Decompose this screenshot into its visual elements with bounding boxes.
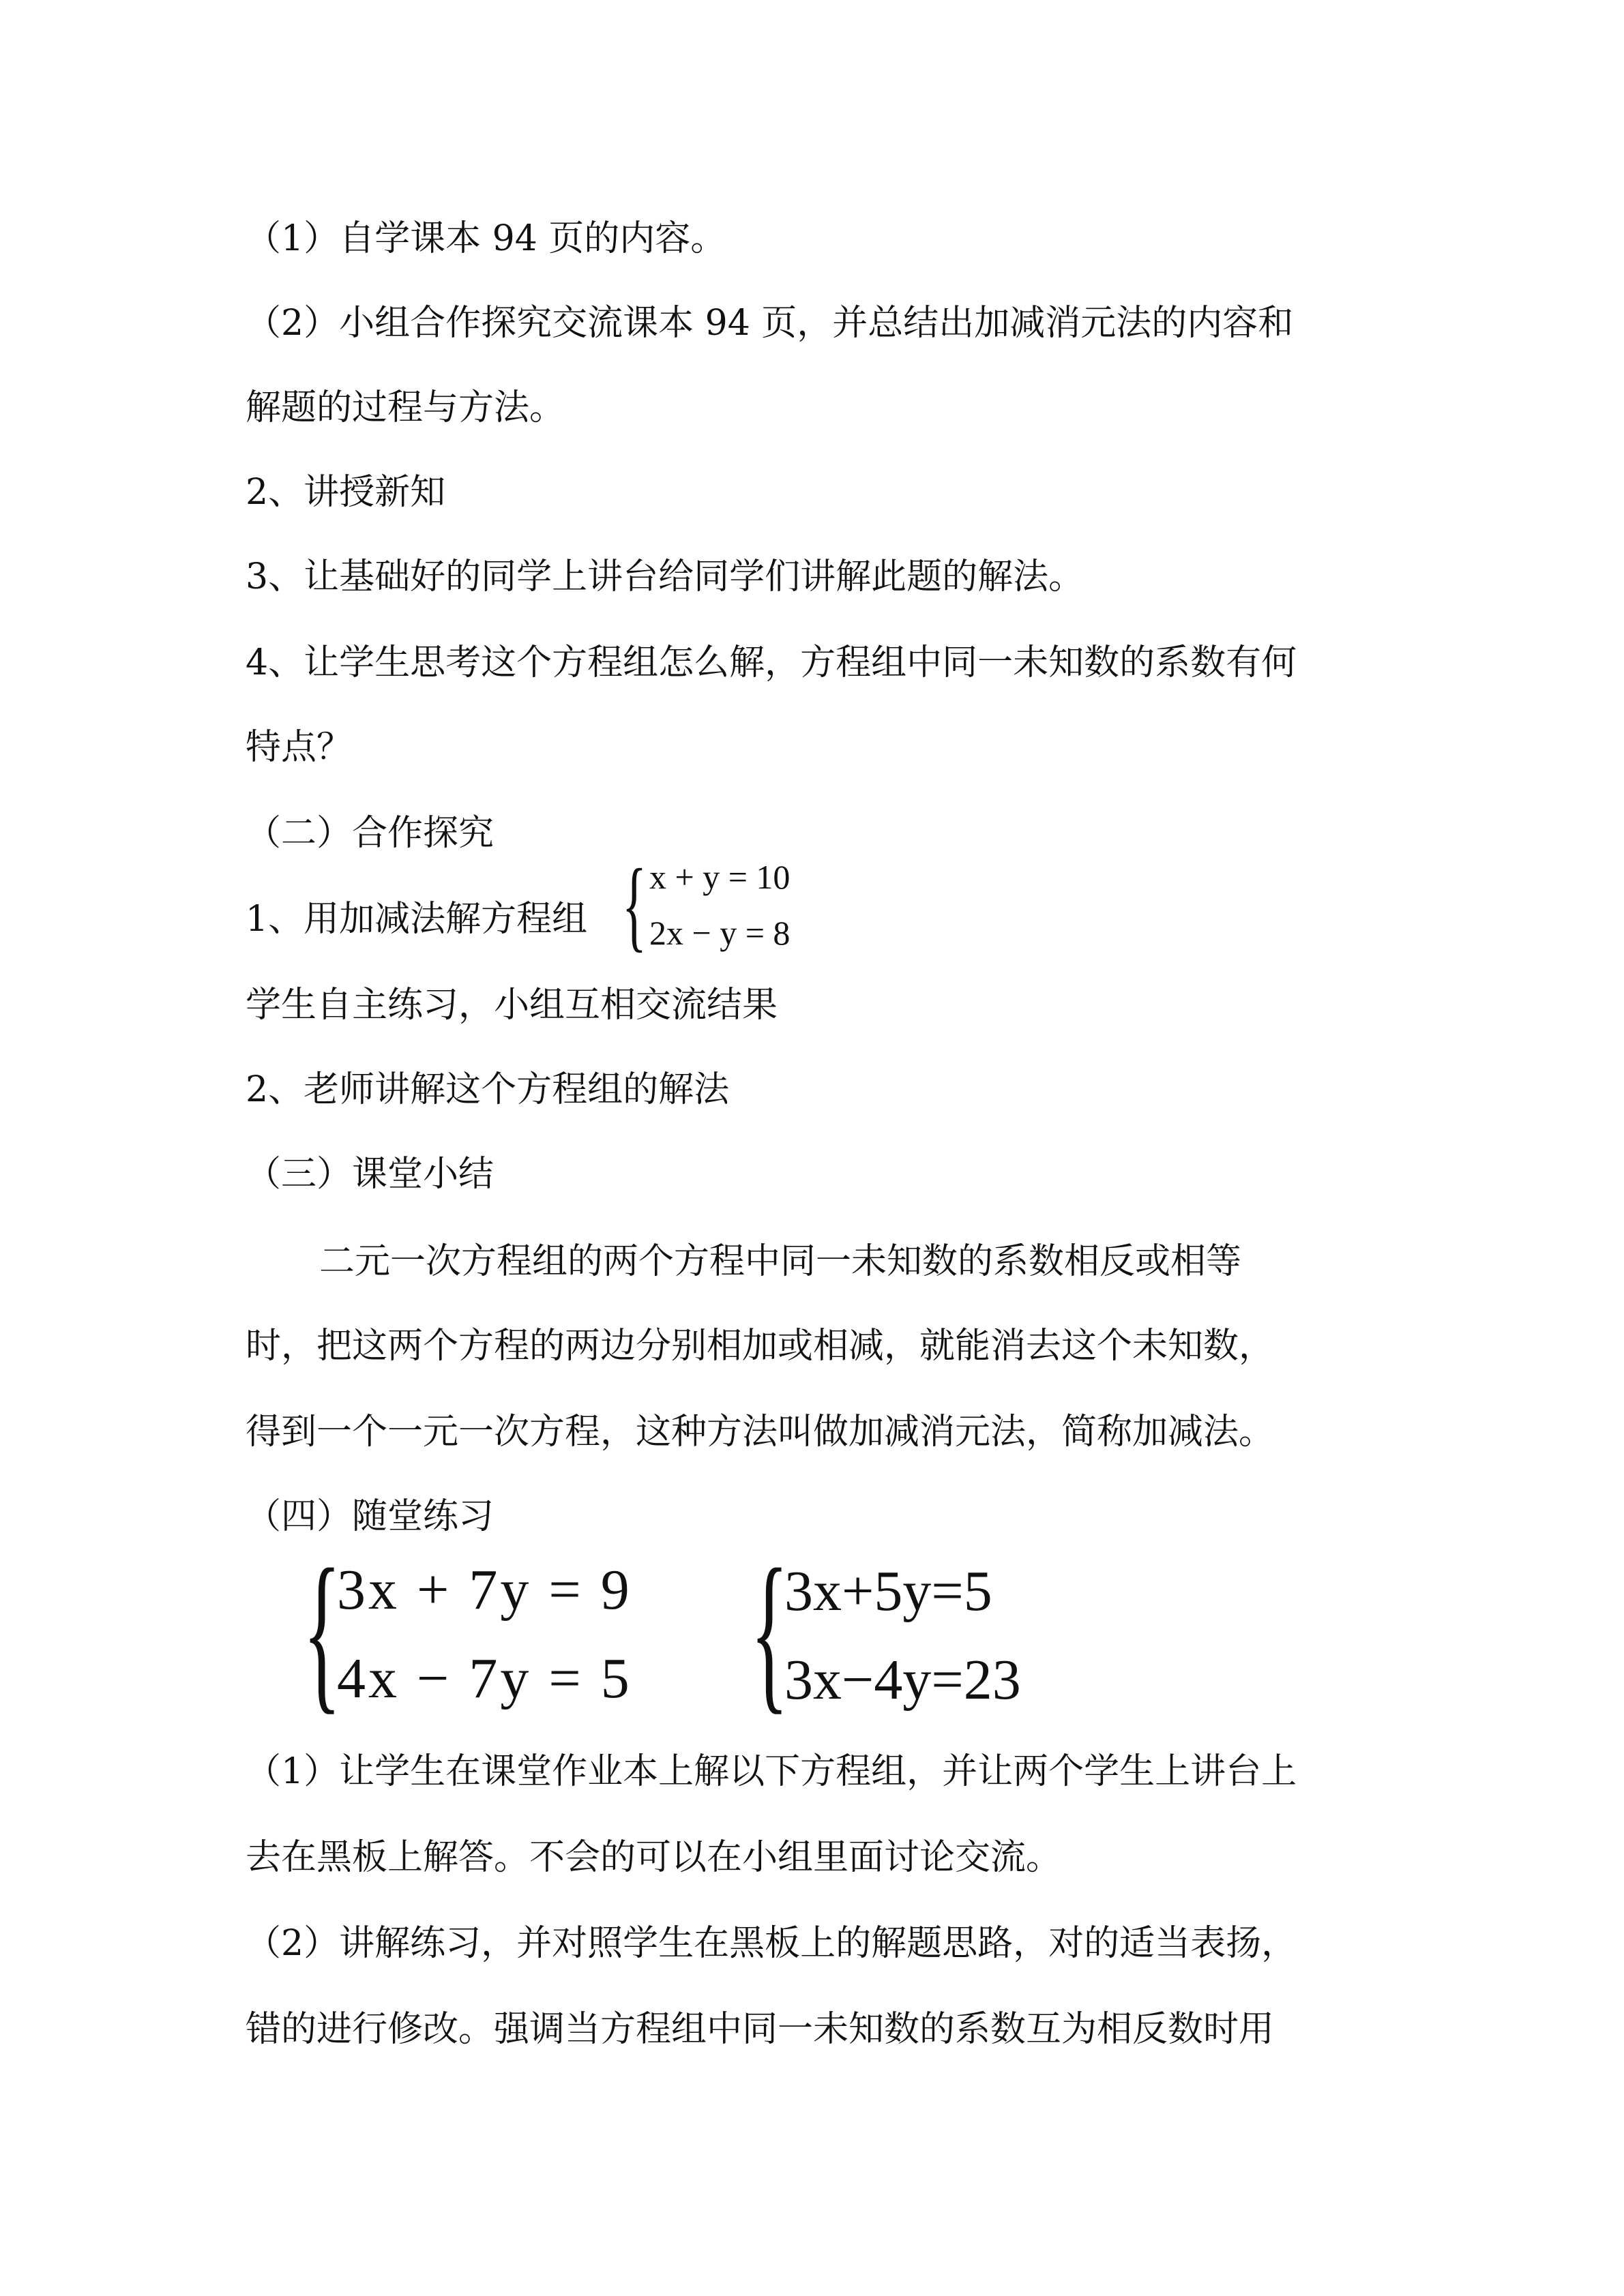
- text-line-6: 4、让学生思考这个方程组怎么解，方程组中同一未知数的系数有何: [246, 642, 1297, 683]
- text-line-10: 学生自主练习，小组互相交流结果: [246, 985, 778, 1026]
- text-line-20: 错的进行修改。强调当方程组中同一未知数的系数互为相反数时用: [246, 2009, 1275, 2050]
- text-line-16: （四）随堂练习: [246, 1496, 494, 1537]
- text-line-3: 解题的过程与方法。: [246, 387, 565, 428]
- left-brace-icon: {: [303, 1533, 342, 1729]
- text-line-14: 时，把这两个方程的两边分别相加或相减，就能消去这个未知数，: [246, 1326, 1275, 1367]
- system-3-eq-2: 3x−4y=23: [784, 1648, 1021, 1712]
- text-line-13: 二元一次方程组的两个方程中同一未知数的系数相反或相等: [319, 1241, 1242, 1282]
- text-line-7: 特点？: [246, 727, 353, 768]
- text-line-19: （2）讲解练习，并对照学生在黑板上的解题思路，对的适当表扬，: [246, 1923, 1297, 1964]
- text-line-18: 去在黑板上解答。不会的可以在小组里面讨论交流。: [246, 1837, 1062, 1878]
- left-brace-icon: {: [750, 1533, 789, 1729]
- system-1-eq-2: 2x − y = 8: [649, 914, 791, 952]
- system-2-eq-1: 3x + 7y = 9: [337, 1558, 632, 1622]
- text-line-9: 1、用加减法解方程组: [246, 899, 588, 940]
- system-1-eq-1: x + y = 10: [649, 858, 791, 896]
- text-line-15: 得到一个一元一次方程，这种方法叫做加减消元法，简称加减法。: [246, 1412, 1275, 1452]
- left-brace-icon: {: [622, 848, 647, 961]
- text-line-1: （1）自学课本 94 页的内容。: [246, 218, 726, 259]
- text-line-12: （三）课堂小结: [246, 1154, 494, 1195]
- text-line-11: 2、老师讲解这个方程组的解法: [246, 1069, 730, 1110]
- system-2-eq-2: 4x − 7y = 5: [337, 1647, 632, 1710]
- system-3-eq-1: 3x+5y=5: [784, 1560, 992, 1623]
- text-line-2: （2）小组合作探究交流课本 94 页，并总结出加减消元法的内容和: [246, 303, 1294, 344]
- text-line-5: 3、让基础好的同学上讲台给同学们讲解此题的解法。: [246, 556, 1084, 597]
- text-line-4: 2、讲授新知: [246, 472, 446, 513]
- text-line-8: （二）合作探究: [246, 813, 494, 854]
- text-line-17: （1）让学生在课堂作业本上解以下方程组，并让两个学生上讲台上: [246, 1751, 1297, 1792]
